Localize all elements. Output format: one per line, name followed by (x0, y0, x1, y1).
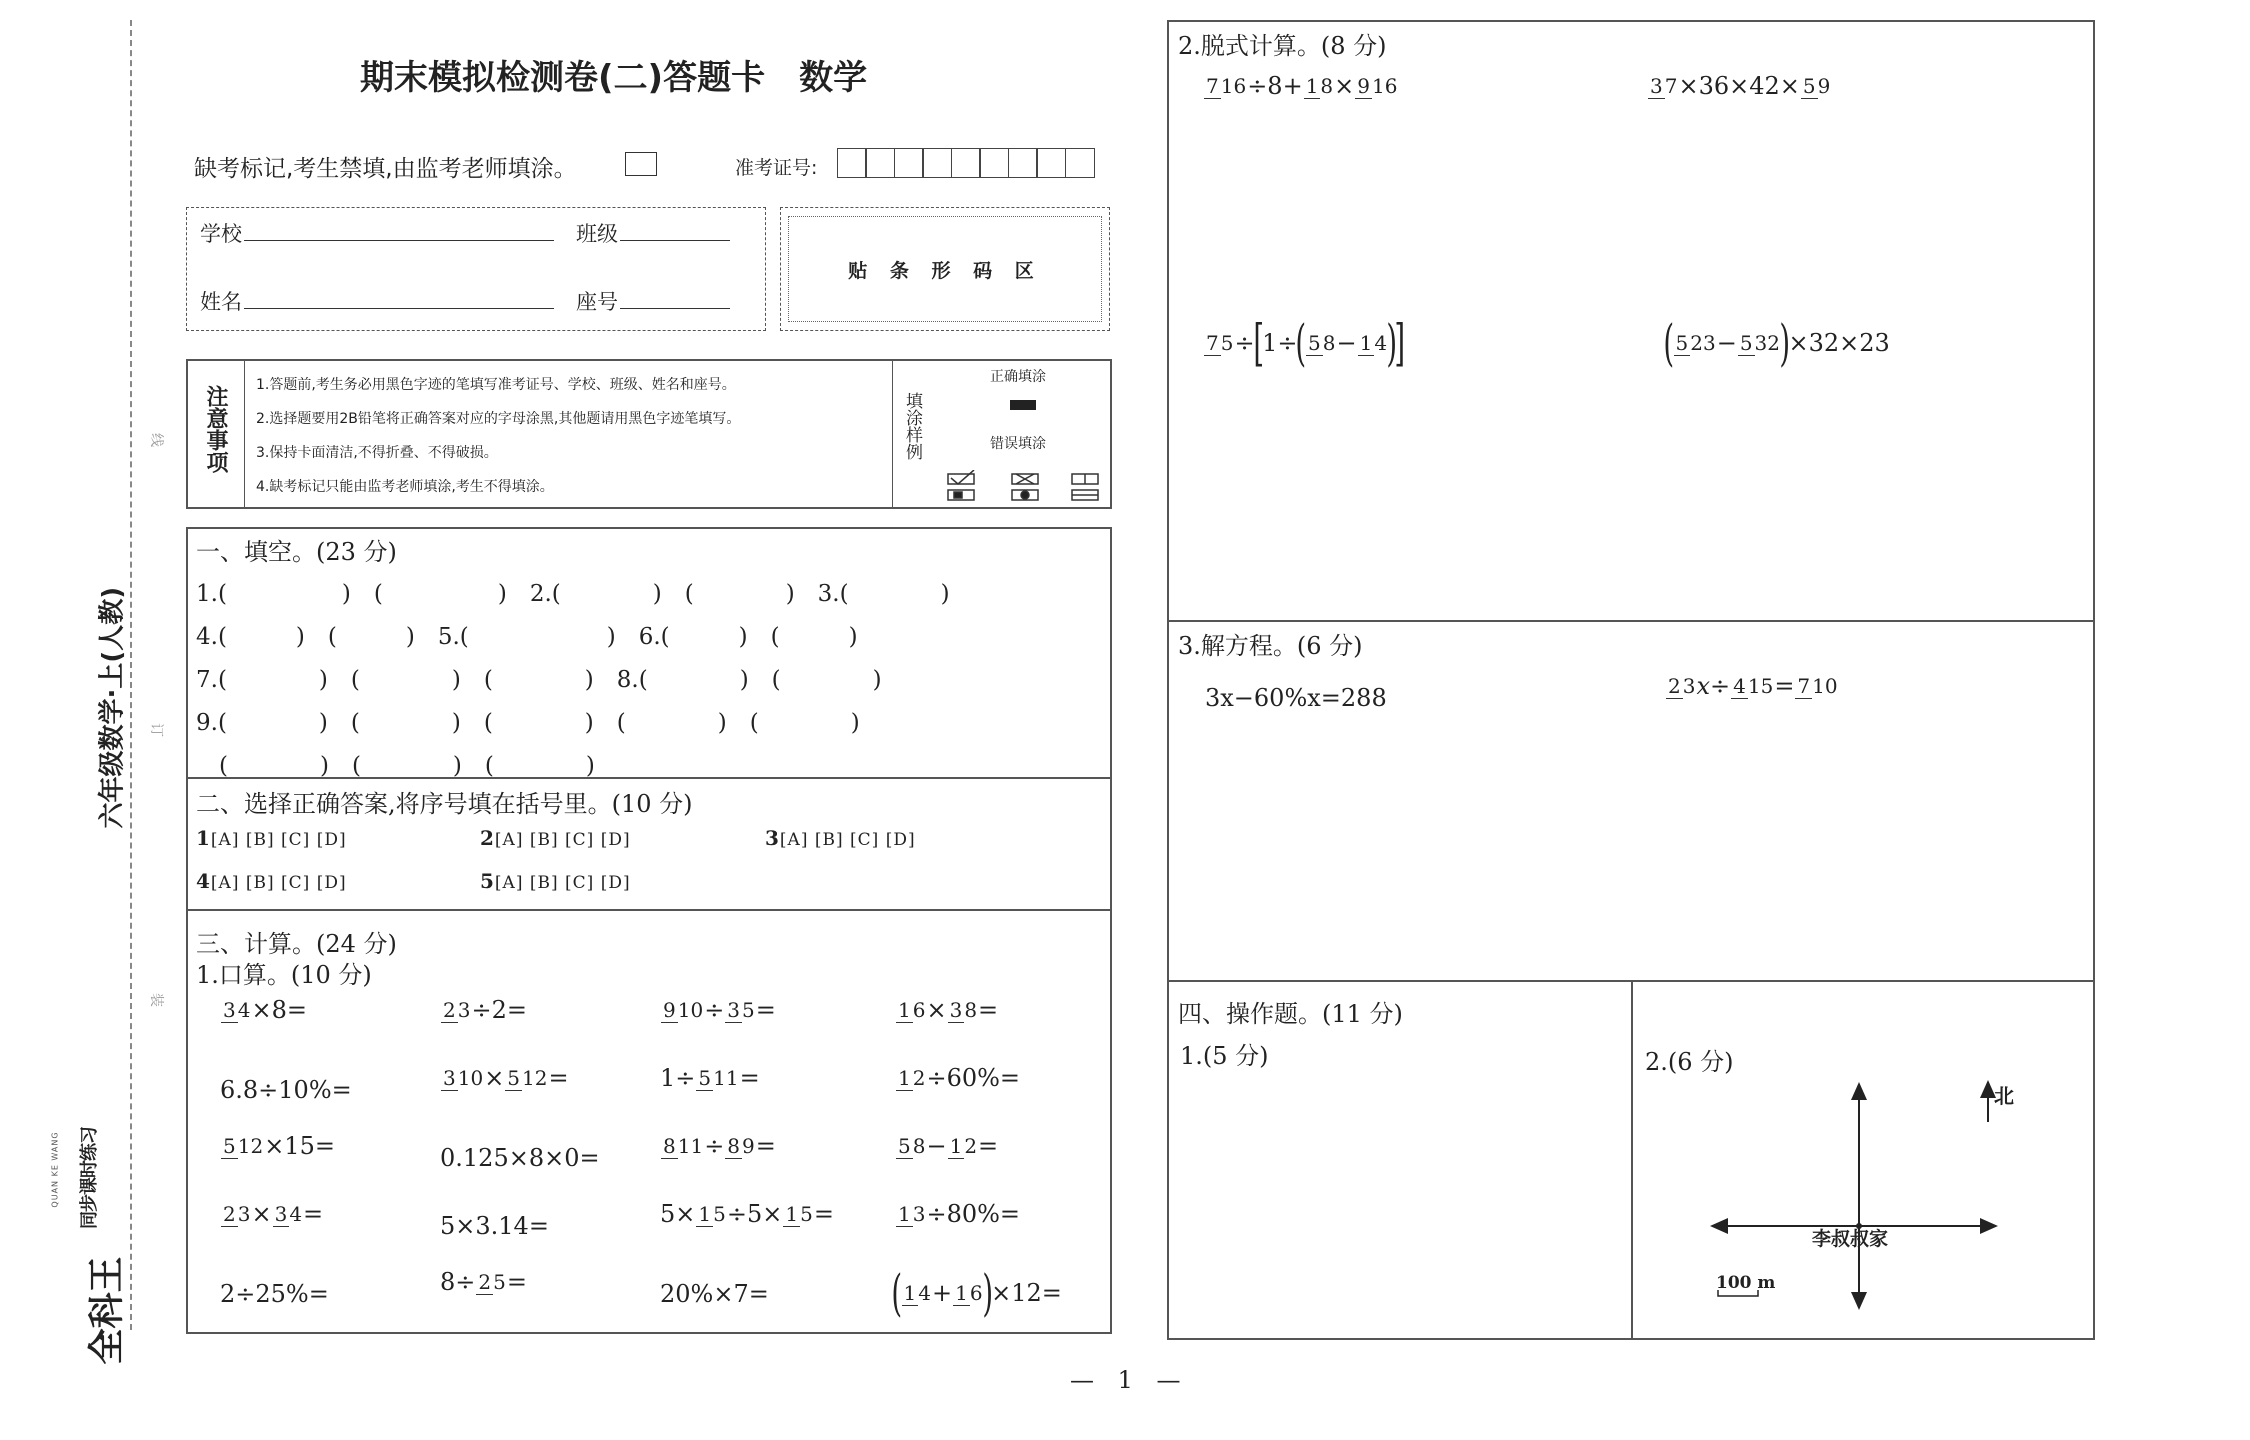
choice-num: 1 (196, 826, 211, 850)
spine-mark-xian: 线 (148, 433, 164, 447)
north-label: 北 (1994, 1084, 2014, 1108)
school-label: 学校 (200, 222, 242, 246)
equation-1: 3x−60%x=288 (1205, 684, 1387, 712)
home-label: 李叔叔家 (1812, 1228, 1889, 1250)
section-4-title: 四、操作题。(11 分) (1178, 1000, 1403, 1028)
oral-item: 8÷ 2 5 = (440, 1268, 527, 1296)
wrong-sample-check (948, 470, 974, 500)
seat-label: 座号 (576, 290, 618, 314)
brand-pinyin: QUAN KE WANG (50, 1131, 60, 1208)
choice-num: 2 (480, 826, 495, 850)
id-cell[interactable] (1065, 148, 1095, 178)
id-cell[interactable] (979, 148, 1009, 178)
fill-row[interactable]: 7.( ) ( ) ( ) 8.( ) ( ) (196, 667, 882, 693)
notice-item: 4.缺考标记只能由监考老师填涂,考生不得填涂。 (256, 479, 554, 495)
exam-id-label: 准考证号: (735, 157, 818, 179)
step-calc-4: ( 5 23 − 5 32 ) ×32×23 (1663, 314, 1890, 372)
oral-item: 1 2 ÷60%= (898, 1064, 1021, 1092)
step-calc-3: 7 5 ÷ [ 1÷ ( 5 8 − 1 4 ) ] (1206, 314, 1405, 372)
section-3-title: 三、计算。(24 分) (196, 930, 397, 958)
oral-item: 2 3 × 3 4 = (223, 1200, 324, 1228)
fill-row[interactable]: 9.( ) ( ) ( ) ( ) ( ) (196, 710, 860, 736)
step-calc-2: 3 7 ×36×42× 5 9 (1650, 72, 1831, 100)
fill-row[interactable]: ( ) ( ) ( ) (196, 753, 595, 779)
notice-heading: 注意事项 (203, 385, 228, 473)
notice-divider-2 (892, 359, 893, 509)
brand-name: 全科王 (85, 1256, 128, 1365)
oral-item: 5× 1 5 ÷5× 1 5 = (660, 1200, 834, 1228)
fill-heading: 填涂样例 (902, 392, 922, 460)
oral-item: ( 1 4 + 1 6 ) ×12= (891, 1264, 1062, 1322)
notice-item: 1.答题前,考生务必用黑色字迹的笔填写准考证号、学校、班级、姓名和座号。 (256, 377, 736, 393)
choice-num: 5 (480, 869, 495, 893)
fill-row[interactable]: 1.( ) ( ) 2.( ) ( ) 3.( ) (196, 581, 950, 607)
choice-item-5[interactable] (480, 869, 631, 893)
choice-item-4[interactable] (196, 869, 347, 893)
choice-item-1[interactable] (196, 826, 347, 850)
choice-item-2[interactable] (480, 826, 631, 850)
op-q1-label: 1.(5 分) (1180, 1042, 1269, 1070)
oral-item: 3 4 ×8= (223, 996, 307, 1024)
id-cell[interactable] (894, 148, 924, 178)
choice-num: 3 (765, 826, 780, 850)
oral-item: 2 3 ÷2= (443, 996, 527, 1024)
brand-logo (50, 1095, 152, 1365)
q2-title: 2.脱式计算。(8 分) (1178, 32, 1387, 60)
equation-2: 2 3 x÷ 4 15 = 7 10 (1668, 672, 1838, 700)
divider-q2-q3 (1167, 620, 2095, 622)
absent-note: 缺考标记,考生禁填,由监考老师填涂。 (194, 156, 577, 182)
page-number: — 1 — (1070, 1366, 1189, 1394)
oral-item: 1 3 ÷80%= (898, 1200, 1021, 1228)
student-info-box (186, 207, 766, 331)
oral-item: 9 10 ÷ 3 5 = (663, 996, 776, 1024)
name-label: 姓名 (200, 290, 242, 314)
barcode-label: 贴 条 形 码 区 (848, 259, 1042, 282)
choice-item-3[interactable] (765, 826, 916, 850)
oral-item: 3 10 × 5 12 = (443, 1064, 569, 1092)
id-cell[interactable] (1036, 148, 1066, 178)
class-field[interactable] (620, 240, 730, 241)
wrong-fill-samples (946, 470, 1106, 506)
choice-options[interactable]: [A] [B] [C] [D] (210, 873, 347, 893)
oral-item: 5 12 ×15= (223, 1132, 335, 1160)
notice-divider-1 (244, 359, 245, 509)
absent-checkbox[interactable] (625, 152, 657, 176)
choice-num: 4 (196, 869, 211, 893)
fill-row[interactable]: 4.( ) ( ) 5.( ) 6.( ) ( ) (196, 624, 858, 650)
notice-item: 2.选择题要用2B铅笔将正确答案对应的字母涂黑,其他题请用黑色字迹笔填写。 (256, 411, 741, 427)
id-cell[interactable] (837, 148, 867, 178)
op-q2-label: 2.(6 分) (1645, 1048, 1734, 1076)
barcode-area (788, 216, 1102, 322)
notice-item: 3.保持卡面清洁,不得折叠、不得破损。 (256, 445, 498, 461)
oral-item: 5×3.14= (440, 1212, 549, 1240)
oral-item: 1÷ 5 11 = (660, 1064, 760, 1092)
oral-item: 0.125×8×0= (440, 1144, 600, 1172)
scale-label: 100 m (1716, 1273, 1776, 1293)
divider-sec4-cols (1631, 980, 1633, 1340)
spine-mark-zhuang: 装 (148, 993, 164, 1007)
class-label: 班级 (576, 222, 618, 246)
id-cell[interactable] (922, 148, 952, 178)
brand-series: 同步课时练习 (79, 1127, 100, 1229)
oral-item: 5 8 − 1 2 = (898, 1132, 999, 1160)
correct-fill-sample (1010, 400, 1036, 410)
id-cell[interactable] (865, 148, 895, 178)
wrong-sample-line (1072, 474, 1098, 500)
step-calc-1: 7 16 ÷8+ 1 8 × 9 16 (1206, 72, 1398, 100)
id-cell[interactable] (1008, 148, 1038, 178)
oral-item: 8 11 ÷ 8 9 = (663, 1132, 776, 1160)
q3-title: 3.解方程。(6 分) (1178, 632, 1363, 660)
oral-item: 2÷25%= (220, 1280, 329, 1308)
oral-item: 20%×7= (660, 1280, 769, 1308)
choice-options[interactable]: [A] [B] [C] [D] (494, 830, 631, 850)
name-field[interactable] (244, 308, 554, 309)
oral-item: 6.8÷10%= (220, 1076, 352, 1104)
choice-options[interactable]: [A] [B] [C] [D] (494, 873, 631, 893)
seat-field[interactable] (620, 308, 730, 309)
choice-options[interactable]: [A] [B] [C] [D] (779, 830, 916, 850)
id-cell[interactable] (951, 148, 981, 178)
wrong-sample-cross (1012, 474, 1038, 500)
correct-fill-label: 正确填涂 (990, 369, 1046, 385)
school-field[interactable] (244, 240, 554, 241)
wrong-fill-label: 错误填涂 (990, 436, 1046, 452)
spine-mark-ding: 订 (148, 723, 164, 737)
page-title: 期末模拟检测卷(二)答题卡 数学 (360, 58, 868, 98)
spine-subject: 六年级数学·上(人教) (97, 586, 128, 829)
section-2-title: 二、选择正确答案,将序号填在括号里。(10 分) (196, 790, 693, 818)
choice-options[interactable]: [A] [B] [C] [D] (210, 830, 347, 850)
oral-item: 1 6 × 3 8 = (898, 996, 999, 1024)
exam-id-cells[interactable] (838, 148, 1095, 178)
oral-calc-title: 1.口算。(10 分) (196, 961, 372, 989)
section-1-title: 一、填空。(23 分) (196, 538, 397, 566)
